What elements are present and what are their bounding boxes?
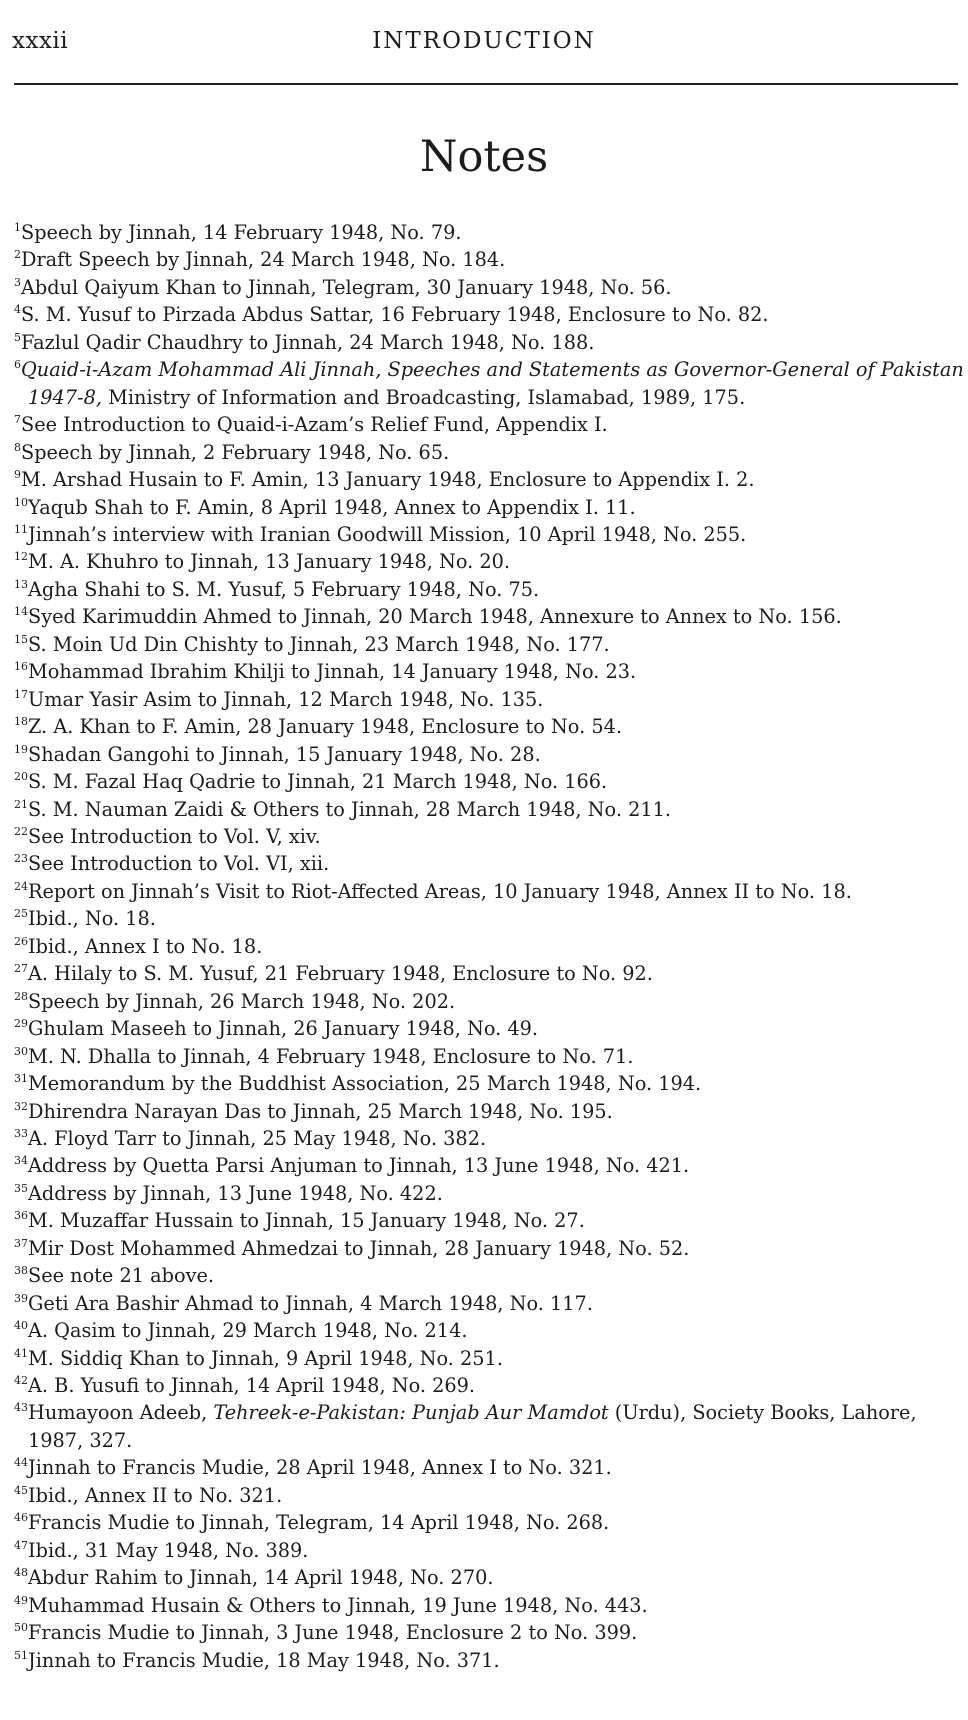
note-item (14, 768, 964, 795)
note-item (14, 1125, 964, 1152)
note-text: Mohammad Ibrahim Khilji to Jinnah, 14 January 1948, No. 23. (28, 660, 637, 684)
note-item (14, 878, 964, 905)
note-item (14, 1180, 964, 1207)
note-item (14, 1619, 964, 1646)
note-number: 46 (14, 1511, 28, 1525)
note-text: Humayoon Adeeb, (28, 1401, 214, 1425)
note-text: S. M. Fazal Haq Qadrie to Jinnah, 21 March 1948, No. 166. (28, 770, 608, 794)
note-number: 11 (14, 522, 28, 536)
note-text: M. Arshad Husain to F. Amin, 13 January 1948, Enclosure to Appendix I. 2. (21, 468, 755, 492)
note-number: 50 (14, 1621, 28, 1635)
note-number: 47 (14, 1538, 28, 1552)
note-item (14, 466, 964, 493)
note-text: Mir Dost Mohammed Ahmedzai to Jinnah, 28 January 1948, No. 52. (28, 1236, 690, 1260)
note-text: See Introduction to Vol. V, xiv. (28, 824, 321, 848)
note-text: M. Siddiq Khan to Jinnah, 9 April 1948, No. 251. (28, 1346, 503, 1370)
note-text: See note 21 above. (28, 1264, 215, 1288)
note-item (14, 631, 964, 658)
note-item (14, 823, 964, 850)
note-text: Abdur Rahim to Jinnah, 14 April 1948, No. 270. (28, 1566, 494, 1590)
note-text: S. M. Nauman Zaidi & Others to Jinnah, 28 March 1948, No. 211. (28, 797, 672, 821)
note-number: 34 (14, 1154, 28, 1168)
note-number: 17 (14, 687, 28, 701)
note-item (14, 1290, 964, 1317)
running-head: INTRODUCTION (372, 28, 596, 54)
page-title: Notes (419, 132, 549, 182)
note-text: A. Floyd Tarr to Jinnah, 25 May 1948, No. 382. (28, 1126, 487, 1150)
note-number: 45 (14, 1483, 28, 1497)
note-text: Francis Mudie to Jinnah, 3 June 1948, Enclosure 2 to No. 399. (28, 1621, 638, 1645)
note-item (14, 1207, 964, 1234)
note-text: Ibid., Annex II to No. 321. (28, 1483, 283, 1507)
note-text: M. N. Dhalla to Jinnah, 4 February 1948, Enclosure to No. 71. (28, 1044, 634, 1068)
note-text: Address by Jinnah, 13 June 1948, No. 422. (28, 1181, 443, 1205)
note-item (14, 1537, 964, 1564)
note-number: 13 (14, 577, 28, 591)
note-item (14, 1592, 964, 1619)
note-item (14, 1015, 964, 1042)
page-number: xxxii (12, 28, 69, 54)
note-item (14, 494, 964, 521)
notes-list (14, 219, 964, 1674)
note-number: 32 (14, 1099, 28, 1113)
note-number: 7 (14, 413, 21, 427)
note-number: 37 (14, 1236, 28, 1250)
note-item (14, 796, 964, 823)
note-item (14, 301, 964, 328)
note-number: 27 (14, 962, 28, 976)
note-text: Fazlul Qadir Chaudhry to Jinnah, 24 March 1948, No. 188. (21, 330, 595, 354)
note-title-italic: Quaid-i-Azam Mohammad Ali Jinnah, Speeches and Statements as Governor-General of Pakistan (21, 358, 964, 382)
note-number: 42 (14, 1374, 28, 1388)
note-text: A. Hilaly to S. M. Yusuf, 21 February 1948, Enclosure to No. 92. (28, 962, 653, 986)
note-text: Jinnah to Francis Mudie, 18 May 1948, No. 371. (28, 1648, 500, 1672)
note-text: S. M. Yusuf to Pirzada Abdus Sattar, 16 February 1948, Enclosure to No. 82. (21, 303, 769, 327)
note-number: 19 (14, 742, 28, 756)
note-text: Yaqub Shah to F. Amin, 8 April 1948, Annex to Appendix I. 11. (28, 495, 636, 519)
note-item (14, 1262, 964, 1289)
note-text: Umar Yasir Asim to Jinnah, 12 March 1948, No. 135. (28, 687, 544, 711)
note-number: 36 (14, 1209, 28, 1223)
note-text: Syed Karimuddin Ahmed to Jinnah, 20 March 1948, Annexure to Annex to No. 156. (28, 605, 842, 629)
note-text: (Urdu), Society Books, Lahore, (608, 1401, 917, 1425)
note-text: Ghulam Maseeh to Jinnah, 26 January 1948, No. 49. (28, 1017, 539, 1041)
note-number: 15 (14, 632, 28, 646)
note-text: See Introduction to Quaid-i-Azam’s Relief Fund, Appendix I. (21, 413, 608, 437)
note-continuation (14, 384, 964, 411)
note-number: 6 (14, 358, 21, 372)
note-number: 24 (14, 879, 28, 893)
note-item (14, 356, 964, 411)
note-item (14, 1399, 964, 1454)
note-number: 22 (14, 824, 28, 838)
note-item (14, 905, 964, 932)
header-rule (14, 83, 958, 85)
note-number: 35 (14, 1181, 28, 1195)
note-item (14, 1564, 964, 1591)
note-item (14, 1235, 964, 1262)
note-text: M. Muzaffar Hussain to Jinnah, 15 January 1948, No. 27. (28, 1209, 585, 1233)
note-text: Ibid., 31 May 1948, No. 389. (28, 1538, 309, 1562)
note-text: Abdul Qaiyum Khan to Jinnah, Telegram, 30 January 1948, No. 56. (21, 275, 672, 299)
note-text: Address by Quetta Parsi Anjuman to Jinnah, 13 June 1948, No. 421. (28, 1154, 690, 1178)
note-text: Memorandum by the Buddhist Association, 25 March 1948, No. 194. (28, 1072, 702, 1096)
note-text: Jinnah’s interview with Iranian Goodwill Mission, 10 April 1948, No. 255. (28, 522, 747, 546)
note-number: 38 (14, 1264, 28, 1278)
note-number: 14 (14, 605, 28, 619)
note-number: 16 (14, 660, 28, 674)
note-item (14, 219, 964, 246)
note-item (14, 713, 964, 740)
note-number: 10 (14, 495, 28, 509)
note-item (14, 411, 964, 438)
note-number: 1 (14, 221, 21, 234)
note-item (14, 329, 964, 356)
note-number: 51 (14, 1648, 28, 1662)
note-item (14, 988, 964, 1015)
note-number: 4 (14, 303, 21, 317)
note-number: 9 (14, 468, 21, 482)
note-number: 39 (14, 1291, 28, 1305)
note-number: 48 (14, 1566, 28, 1580)
note-text: A. Qasim to Jinnah, 29 March 1948, No. 214. (28, 1319, 468, 1343)
note-text: Speech by Jinnah, 26 March 1948, No. 202. (28, 989, 456, 1013)
note-item (14, 1454, 964, 1481)
note-continuation: 1987, 327. (28, 1428, 133, 1452)
note-title-italic: Tehreek-e-Pakistan: Punjab Aur Mamdot (213, 1401, 609, 1425)
note-text: Geti Ara Bashir Ahmad to Jinnah, 4 March 1948, No. 117. (28, 1291, 593, 1315)
note-number: 49 (14, 1593, 28, 1607)
note-item (14, 658, 964, 685)
note-item (14, 246, 964, 273)
note-number: 44 (14, 1456, 28, 1470)
note-item (14, 548, 964, 575)
note-number: 31 (14, 1072, 28, 1086)
note-number: 3 (14, 275, 21, 289)
note-item (14, 1070, 964, 1097)
note-item (14, 1482, 964, 1509)
note-text: Ibid., No. 18. (28, 907, 156, 931)
note-item (14, 576, 964, 603)
note-text: Agha Shahi to S. M. Yusuf, 5 February 1948, No. 75. (28, 577, 540, 601)
note-text: Ministry of Information and Broadcasting, Islamabad, 1989, 175. (101, 385, 746, 409)
note-number: 23 (14, 852, 28, 866)
note-item (14, 686, 964, 713)
note-item (14, 741, 964, 768)
note-text: Jinnah to Francis Mudie, 28 April 1948, Annex I to No. 321. (28, 1456, 612, 1480)
note-number: 29 (14, 1017, 28, 1031)
note-text: Z. A. Khan to F. Amin, 28 January 1948, Enclosure to No. 54. (28, 715, 622, 739)
note-number: 8 (14, 440, 21, 454)
note-text: M. A. Khuhro to Jinnah, 13 January 1948, No. 20. (28, 550, 511, 574)
note-number: 43 (14, 1401, 28, 1415)
note-number: 12 (14, 550, 28, 564)
note-text: Ibid., Annex I to No. 18. (28, 934, 263, 958)
note-number: 25 (14, 907, 28, 921)
note-item (14, 1317, 964, 1344)
note-text: Muhammad Husain & Others to Jinnah, 19 June 1948, No. 443. (28, 1593, 648, 1617)
note-number: 40 (14, 1319, 28, 1333)
note-text: Francis Mudie to Jinnah, Telegram, 14 April 1948, No. 268. (28, 1511, 610, 1535)
note-item (14, 933, 964, 960)
note-item (14, 603, 964, 630)
note-number: 18 (14, 715, 28, 729)
note-text: Draft Speech by Jinnah, 24 March 1948, No. 184. (21, 248, 506, 272)
note-number: 20 (14, 770, 28, 784)
note-number: 2 (14, 248, 21, 262)
note-item (14, 960, 964, 987)
note-item (14, 274, 964, 301)
note-item (14, 1098, 964, 1125)
note-item (14, 1345, 964, 1372)
note-text: See Introduction to Vol. VI, xii. (28, 852, 330, 876)
note-text: S. Moin Ud Din Chishty to Jinnah, 23 March 1948, No. 177. (28, 632, 610, 656)
note-text: Speech by Jinnah, 14 February 1948, No. 79. (21, 221, 462, 244)
note-item (14, 850, 964, 877)
note-item (14, 521, 964, 548)
note-item (14, 1647, 964, 1674)
note-number: 5 (14, 330, 21, 344)
note-number: 28 (14, 989, 28, 1003)
note-item (14, 1372, 964, 1399)
note-text: A. B. Yusufi to Jinnah, 14 April 1948, No. 269. (28, 1374, 476, 1398)
note-item (14, 1152, 964, 1179)
note-text: Speech by Jinnah, 2 February 1948, No. 65. (21, 440, 450, 464)
note-number: 33 (14, 1126, 28, 1140)
note-item (14, 1043, 964, 1070)
note-number: 21 (14, 797, 28, 811)
note-text: Dhirendra Narayan Das to Jinnah, 25 March 1948, No. 195. (28, 1099, 613, 1123)
note-title-italic: 1947-8, (28, 385, 102, 409)
note-number: 26 (14, 934, 28, 948)
note-number: 41 (14, 1346, 28, 1360)
note-text: Shadan Gangohi to Jinnah, 15 January 1948, No. 28. (28, 742, 541, 766)
note-text: Report on Jinnah’s Visit to Riot-Affected Areas, 10 January 1948, Annex II to No. 18. (28, 879, 852, 903)
note-item (14, 439, 964, 466)
note-item (14, 1509, 964, 1536)
note-number: 30 (14, 1044, 28, 1058)
